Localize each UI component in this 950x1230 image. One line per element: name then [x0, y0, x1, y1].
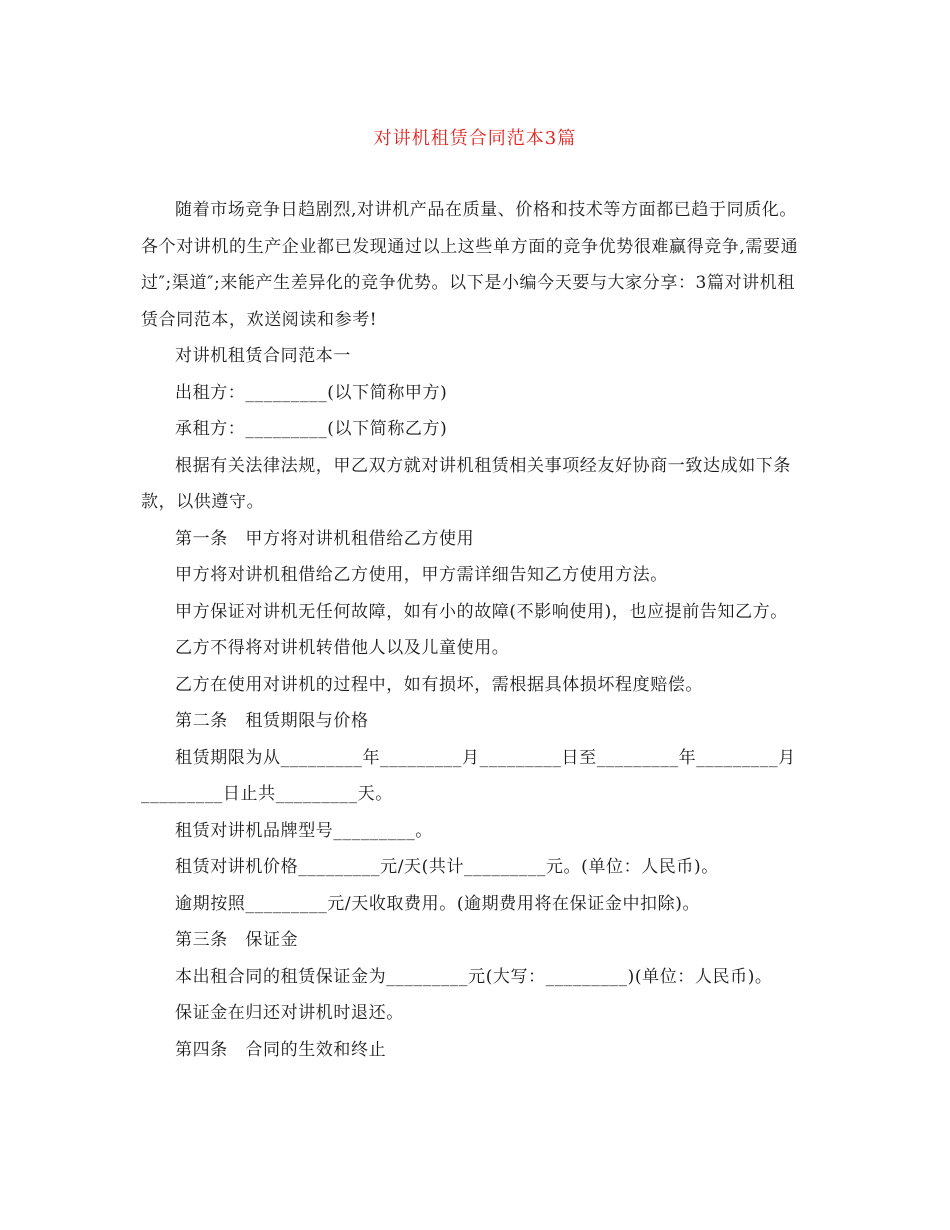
article-one-clause-2: 甲方保证对讲机无任何故障，如有小的故障(不影响使用)，也应提前告知乙方。 — [175, 601, 788, 622]
article-three-clause-2: 保证金在归还对讲机时退还。 — [175, 1003, 404, 1023]
article-two-clause-2: 租赁对讲机品牌型号_________。 — [175, 820, 433, 841]
section-heading-sample-one: 对讲机租赁合同范本一 — [175, 346, 351, 366]
lessee-line: 承租方：_________(以下简称乙方) — [175, 419, 448, 439]
article-two-clause-3: 租赁对讲机价格_________元/天(共计_________元。(单位：人民币)。 — [175, 857, 719, 877]
article-one-clause-1: 甲方将对讲机租借给乙方使用，甲方需详细告知乙方使用方法。 — [175, 565, 668, 585]
document-body — [141, 192, 809, 1068]
document-title: 对讲机租赁合同范本3篇 — [373, 128, 577, 149]
article-one-clause-4: 乙方在使用对讲机的过程中，如有损坏，需根据具体损坏程度赔偿。 — [175, 674, 703, 695]
article-two-heading: 第二条 租赁期限与价格 — [175, 711, 369, 731]
intro-paragraph: 随着市场竞争日趋剧烈,对讲机产品在质量、价格和技术等方面都已趋于同质化。各个对讲机的生产企业都已发现通过以上这些单方面的竞争优势很难赢得竞争,需要通过″;渠道″;来能产生差异化的竞争优势。以下是小编今天要与大家分享：3篇对讲机租赁合同范本，欢送阅读和参考! — [141, 200, 799, 330]
article-three-clause-1: 本出租合同的租赁保证金为_________元(大写：_________)(单位：人民币)。 — [175, 966, 773, 987]
article-two-clause-4: 逾期按照_________元/天收取费用。(逾期费用将在保证金中扣除)。 — [175, 893, 701, 914]
article-two-clause-1: 租赁期限为从_________年_________月_________日至_________年_________月_________日止共_________天。 — [141, 747, 796, 804]
article-four-heading: 第四条 合同的生效和终止 — [175, 1039, 387, 1060]
article-one-clause-3: 乙方不得将对讲机转借他人以及儿童使用。 — [175, 638, 510, 658]
article-three-heading: 第三条 保证金 — [175, 930, 299, 950]
lessor-line: 出租方：_________(以下简称甲方) — [175, 382, 448, 403]
article-one-heading: 第一条 甲方将对讲机租借给乙方使用 — [175, 528, 475, 549]
preamble-paragraph: 根据有关法律法规，甲乙双方就对讲机租赁相关事项经友好协商一致达成如下条款，以供遵守。 — [141, 455, 791, 512]
